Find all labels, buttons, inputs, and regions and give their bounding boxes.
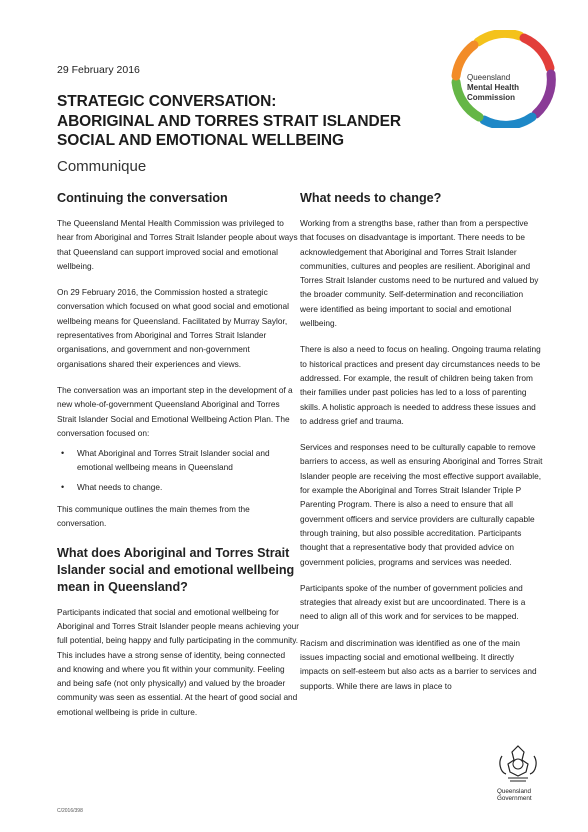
list-item: • What Aboriginal and Torres Strait Islander social and emotional wellbeing means in Queensland: [57, 446, 300, 475]
document-code: C/2016/398: [57, 808, 83, 814]
logo-arc-blue: [484, 117, 532, 125]
wordmark-line: Queensland: [497, 788, 531, 795]
paragraph: The conversation was an important step in the development of a new whole-of-government Queensland Aboriginal and Torres Strait Islander Social and Emotional Wellbeing Action Plan. The conversation focused on:: [57, 384, 293, 438]
focus-list: [57, 446, 300, 494]
paragraph: Racism and discrimination was identified as one of the main issues impacting social and emotional wellbeing. It directly impacts on self-esteem but also acts as a barrier to services and supports. While there are laws in place to: [300, 637, 537, 691]
paragraph: Participants indicated that social and emotional wellbeing for Aboriginal and Torres Strait Islander people means achieving your full potential, being happy and fully participating in the community. This includes have a strong sense of identity, being connected and knowing and where you fit within your community. Feeling and being safe (not only physically) and valued by the broader community was seen as essential. At the heart of good social and emotional wellbeing is pride in culture.: [57, 606, 299, 717]
section-heading: Continuing the conversation: [57, 191, 228, 205]
list-item: • What needs to change.: [57, 480, 300, 494]
paragraph: On 29 February 2016, the Commission hosted a strategic conversation which focused on what good social and emotional wellbeing means for Queensland. Facilitated by Murray Saylor, representatives from Aboriginal and Torres Strait Islander organisations, and government and non-government organisations shared their experiences and views.: [57, 287, 289, 369]
paragraph: Participants spoke of the number of government policies and strategies that already exist but are uncoordinated. There is a need to align all of this work and for services to be mapped.: [300, 582, 526, 622]
logo-text: [467, 73, 519, 103]
left-column: [57, 190, 300, 731]
paragraph: The Queensland Mental Health Commission was privileged to hear from Aboriginal and Torres Strait Islander people about ways that Queensland can support improved social and emotional wellbeing.: [57, 218, 298, 271]
wordmark-line: Government: [497, 795, 532, 802]
logo-line: Queensland: [467, 73, 511, 82]
logo-line: Mental Health: [467, 83, 520, 92]
paragraph: This communique outlines the main themes from the conversation.: [57, 504, 250, 529]
document-date: 29 February 2016: [57, 64, 140, 76]
title-line: SOCIAL AND EMOTIONAL WELLBEING: [57, 132, 344, 149]
page-title: [57, 92, 417, 151]
title-line: STRATEGIC CONVERSATION:: [57, 93, 277, 110]
logo-arc-orange: [456, 45, 474, 76]
section-heading: What needs to change?: [300, 191, 442, 205]
paragraph: There is also a need to focus on healing. Ongoing trauma relating to historical practices and present day circumstances needs to be addressed. For example, the result of children being taken from their families under past policies has led to a loss of parenting skills. A holistic approach is needed to address these issues and to address grief and trauma.: [300, 344, 541, 426]
section-heading: What does Aboriginal and Torres Strait Islander social and emotional wellbeing mean in Queensland?: [57, 545, 295, 594]
right-column: [300, 190, 543, 705]
paragraph: Services and responses need to be culturally capable to remove barriers to access, as well as ensuring Aboriginal and Torres Strait Islander people are receiving the most effective support available, for example the Aboriginal and Torres Strait Islander Triple P Parenting Program. There is also a need to ensure that all government officers and service providers are culturally capable through training, but also possible accreditation. Participants thought that a representative body that provided advice on government policies, programs and services was needed.: [300, 442, 543, 567]
page-subtitle: Communique: [57, 158, 147, 175]
paragraph: Working from a strengths base, rather than from a perspective that focuses on disadvantage is important. There needs to be acknowledgement that Aboriginal and Torres Strait Islander communities, cultures and peoples are resilient. Aboriginal and Torres Strait Islander customs need to be nurtured and valued by the broader community. Self-determination and reconciliation were identified as being important to social and emotional wellbeing.: [300, 218, 539, 329]
queensland-government-wordmark: [497, 788, 532, 802]
logo-arc-red: [524, 38, 550, 68]
title-line: ABORIGINAL AND TORRES STRAIT ISLANDER: [57, 112, 401, 130]
logo-arc-yellow: [478, 33, 520, 42]
logo-line: Commission: [467, 93, 516, 102]
logo-arc-purple: [536, 74, 551, 114]
